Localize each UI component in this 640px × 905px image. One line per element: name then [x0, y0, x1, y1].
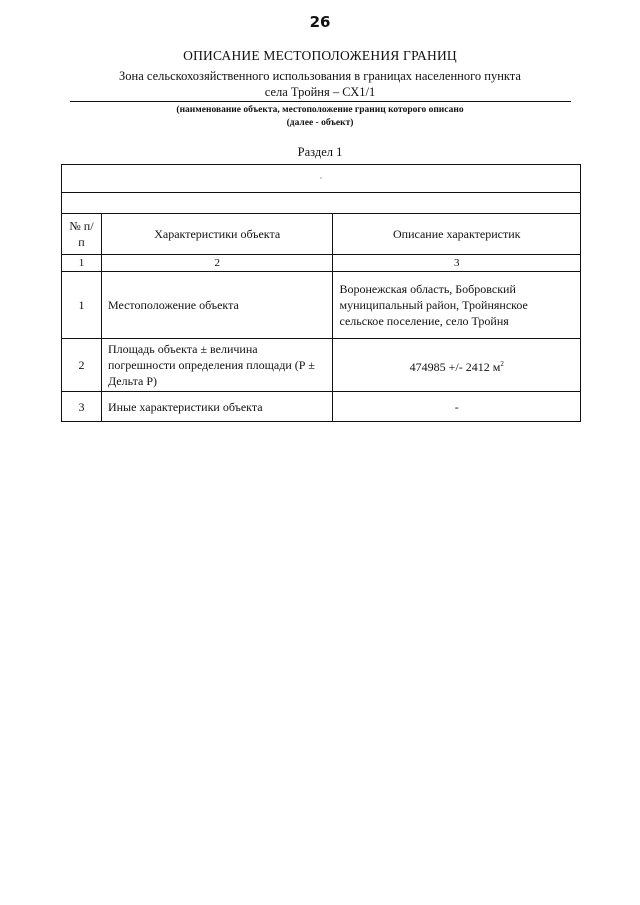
row-number: 3 — [62, 392, 102, 422]
column-header-characteristic: Характеристики объекта — [101, 214, 333, 255]
column-number-1: 1 — [62, 255, 102, 272]
row-number: 1 — [62, 272, 102, 339]
column-number-2: 2 — [101, 255, 333, 272]
table-column-headers — [62, 214, 581, 255]
row-description: Воронежская область, Бобровский муниципальный район, Тройнянское сельское поселение, село Тройня — [333, 272, 581, 339]
row-description: - — [333, 392, 581, 422]
table-header-row-1 — [62, 165, 581, 193]
row-characteristic: Иные характеристики объекта — [101, 392, 333, 422]
subtitle-line-1: Зона сельскохозяйственного использования в границах населенного пункта — [119, 69, 521, 83]
table-header-row-2 — [62, 193, 581, 214]
object-note — [0, 104, 640, 130]
table-row — [62, 272, 581, 339]
area-unit-superscript: 2 — [500, 359, 504, 368]
column-header-description: Описание характеристик — [333, 214, 581, 255]
table-row — [62, 339, 581, 392]
page-number: 26 — [309, 13, 331, 31]
table-header-cell-1: · — [62, 165, 581, 193]
area-value: 474985 +/- 2412 м — [409, 359, 501, 374]
row-description — [333, 339, 581, 392]
note-line-2: (далее - объект) — [286, 118, 354, 128]
section-title: Раздел 1 — [297, 145, 343, 159]
column-number-3: 3 — [333, 255, 581, 272]
row-characteristic: Местоположение объекта — [101, 272, 333, 339]
column-header-number: № п/п — [62, 214, 102, 255]
note-line-1: (наименование объекта, местоположение границ которого описано — [176, 105, 464, 115]
table-row — [62, 392, 581, 422]
row-number: 2 — [62, 339, 102, 392]
document-title: ОПИСАНИЕ МЕСТОПОЛОЖЕНИЯ ГРАНИЦ — [183, 48, 457, 63]
characteristics-table — [61, 164, 581, 422]
table-header-cell-2 — [62, 193, 581, 214]
title-underline — [70, 101, 571, 102]
row-characteristic: Площадь объекта ± величина погрешности определения площади (Р ± Дельта Р) — [101, 339, 333, 392]
document-subtitle — [75, 68, 565, 100]
subtitle-line-2: села Тройня – СХ1/1 — [264, 85, 376, 99]
table-column-numbers — [62, 255, 581, 272]
